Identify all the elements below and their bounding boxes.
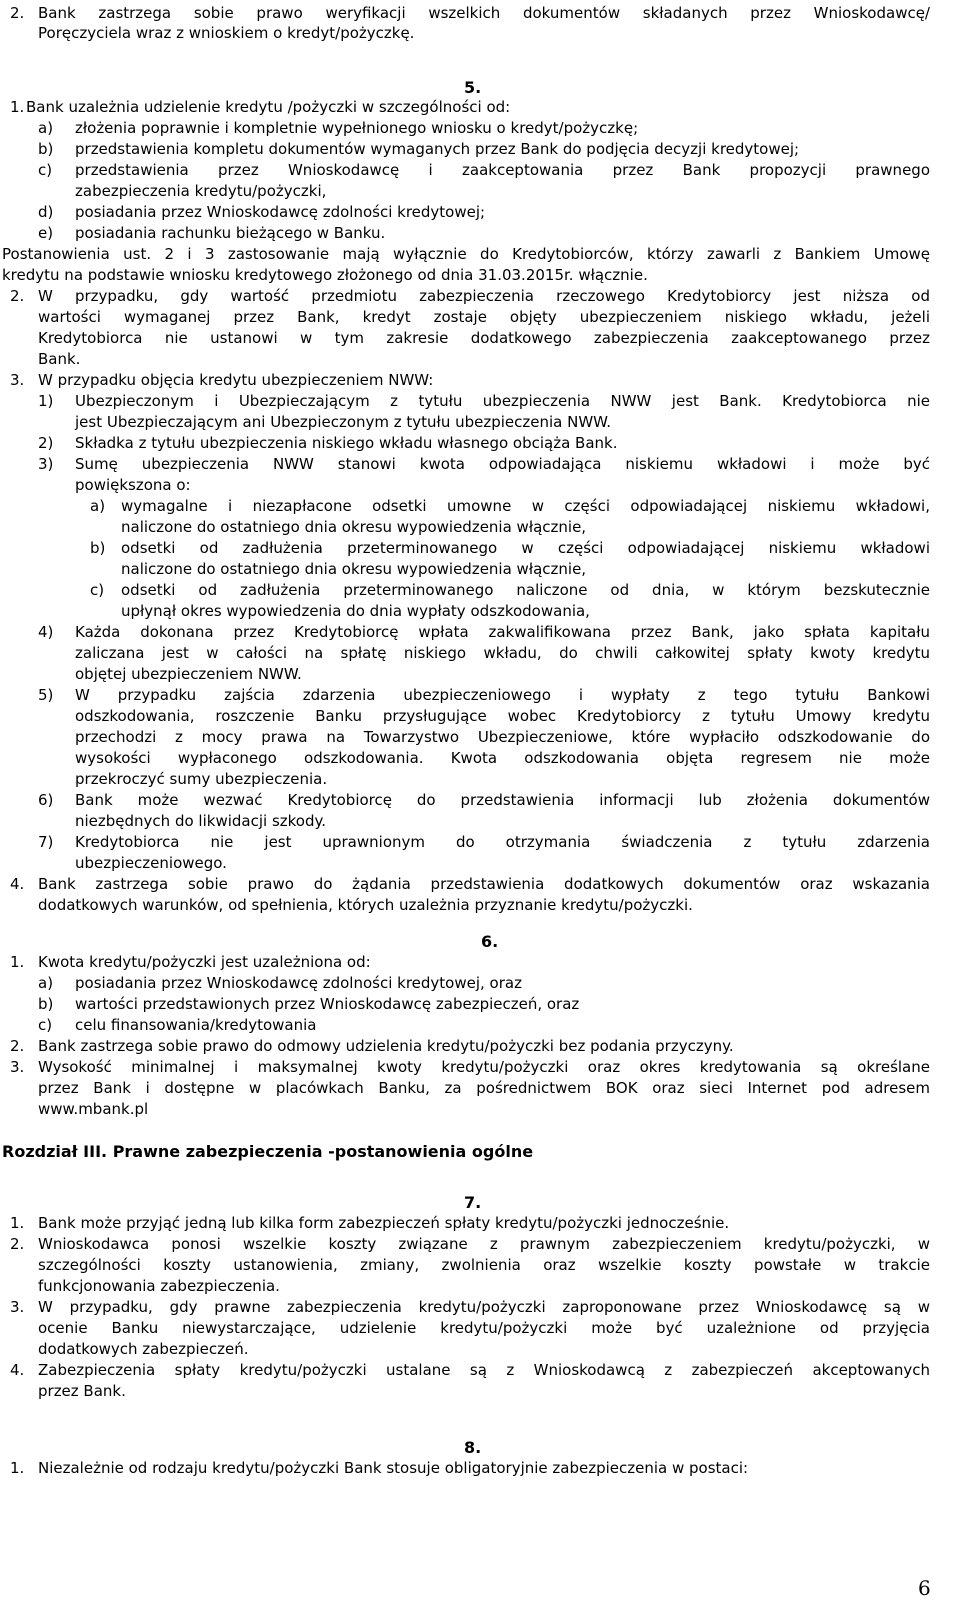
paragraph-line: Bank zastrzega sobie prawo do żądania przedstawienia dodatkowych dokumentów oraz wskazania (38, 875, 930, 893)
list-label: b) (38, 995, 54, 1013)
list-label: 5) (38, 686, 54, 704)
section-heading-5: 5. (464, 78, 482, 97)
list-item: odsetki od zadłużenia przeterminowanego w części odpowiadającej niskiemu wkładowi (121, 539, 930, 557)
list-item: Sumę ubezpieczenia NWW stanowi kwota odpowiadająca niskiemu wkładowi i może być (75, 455, 930, 473)
paragraph-line: W przypadku, gdy wartość przedmiotu zabezpieczenia rzeczowego Kredytobiorcy jest niższa od (38, 287, 930, 305)
list-item: objętej ubezpieczeniem NWW. (75, 665, 302, 683)
paragraph-line: wartości wymaganej przez Bank, kredyt zostaje objęty ubezpieczeniem niskiego wkładu, jeżeli (38, 308, 930, 326)
paragraph-line: kredytu na podstawie wniosku kredytowego złożonego od dnia 31.03.2015r. włącznie. (2, 266, 648, 284)
list-label: e) (38, 224, 54, 242)
item-number: 4. (10, 875, 25, 893)
list-item: posiadania przez Wnioskodawcę zdolności kredytowej, oraz (75, 974, 522, 992)
list-item: odsetki od zadłużenia przeterminowanego naliczone od dnia, w którym bezskutecznie (121, 581, 930, 599)
item-number: 1. (10, 953, 25, 971)
list-item: Składka z tytułu ubezpieczenia niskiego wkładu własnego obciąża Bank. (75, 434, 618, 452)
item-number: 1. (10, 98, 25, 116)
list-item: upłynął okres wypowiedzenia do dnia wypłaty odszkodowania, (121, 602, 590, 620)
list-label: b) (90, 539, 106, 557)
paragraph-line: Bank zastrzega sobie prawo weryfikacji wszelkich dokumentów składanych przez Wnioskodawcę/ (38, 4, 930, 22)
list-label: a) (38, 974, 54, 992)
list-item: posiadania rachunku bieżącego w Banku. (75, 224, 386, 242)
list-label: 4) (38, 623, 54, 641)
list-label: c) (90, 581, 105, 599)
paragraph-line: Wnioskodawca ponosi wszelkie koszty związane z prawnym zabezpieczeniem kredytu/pożyczki, w (38, 1235, 930, 1253)
list-item: powiększona o: (75, 476, 191, 494)
item-number: 4. (10, 1361, 25, 1379)
paragraph-line: Zabezpieczenia spłaty kredytu/pożyczki ustalane są z Wnioskodawcą z zabezpieczeń akceptowanych (38, 1361, 930, 1379)
section-heading-6: 6. (481, 932, 499, 951)
list-label: 1) (38, 392, 54, 410)
paragraph-line: Kwota kredytu/pożyczki jest uzależniona od: (38, 953, 371, 971)
list-label: a) (38, 119, 54, 137)
item-number: 2. (10, 287, 25, 305)
list-label: b) (38, 140, 54, 158)
list-item: jest Ubezpieczającym ani Ubezpieczonym z tytułu ubezpieczenia NWW. (75, 413, 612, 431)
list-label: 2) (38, 434, 54, 452)
list-label: 6) (38, 791, 54, 809)
paragraph-line: przez Bank. (38, 1382, 126, 1400)
paragraph-line: funkcjonowania zabezpieczenia. (38, 1277, 280, 1295)
item-number: 3. (10, 371, 25, 389)
paragraph-line: Bank. (38, 350, 81, 368)
item-number: 2. (10, 1235, 25, 1253)
list-label: 7) (38, 833, 54, 851)
list-item: naliczone do ostatniego dnia okresu wypowiedzenia włącznie, (121, 518, 587, 536)
item-number: 1. (10, 1459, 25, 1477)
list-item: wartości przedstawionych przez Wnioskodawcę zabezpieczeń, oraz (75, 995, 580, 1013)
chapter-heading: Rozdział III. Prawne zabezpieczenia -postanowienia ogólne (2, 1142, 534, 1161)
item-number: 3. (10, 1298, 25, 1316)
paragraph-line: przez Bank i dostępne w placówkach Banku, za pośrednictwem BOK oraz sieci Internet pod adresem (38, 1079, 930, 1097)
paragraph-line: W przypadku objęcia kredytu ubezpieczeniem NWW: (38, 371, 434, 389)
list-item: przedstawienia kompletu dokumentów wymaganych przez Bank do podjęcia decyzji kredytowej; (75, 140, 800, 158)
paragraph-line: Postanowienia ust. 2 i 3 zastosowanie mają wyłącznie do Kredytobiorców, którzy zawarli z Bankiem Umowę (2, 245, 930, 263)
list-item: ubezpieczeniowego. (75, 854, 227, 872)
paragraph-line: dodatkowych warunków, od spełnienia, których uzależnia przyznanie kredytu/pożyczki. (38, 896, 693, 914)
item-number: 2. (10, 1037, 25, 1055)
list-label: 3) (38, 455, 54, 473)
list-label: a) (90, 497, 106, 515)
paragraph-line: Kredytobiorca nie ustanowi w tym zakresie dodatkowego zabezpieczenia zaakceptowanego przez (38, 329, 930, 347)
list-item: Każda dokonana przez Kredytobiorcę wpłata zakwalifikowana przez Bank, jako spłata kapitału (75, 623, 930, 641)
list-item: celu finansowania/kredytowania (75, 1016, 317, 1034)
paragraph-line: Bank może przyjąć jedną lub kilka form zabezpieczeń spłaty kredytu/pożyczki jednocześnie. (38, 1214, 730, 1232)
item-number: 3. (10, 1058, 25, 1076)
list-item: przedstawienia przez Wnioskodawcę i zaakceptowania przez Bank propozycji prawnego (75, 161, 930, 179)
list-item: naliczone do ostatniego dnia okresu wypowiedzenia włącznie, (121, 560, 587, 578)
list-label: d) (38, 203, 54, 221)
list-item: złożenia poprawnie i kompletnie wypełnionego wniosku o kredyt/pożyczkę; (75, 119, 639, 137)
paragraph-line: www.mbank.pl (38, 1100, 149, 1118)
paragraph-line: Niezależnie od rodzaju kredytu/pożyczki Bank stosuje obligatoryjnie zabezpieczenia w postaci: (38, 1459, 749, 1477)
item-number: 2. (10, 4, 25, 22)
list-item: przekroczyć sumy ubezpieczenia. (75, 770, 328, 788)
list-item: niezbędnych do likwidacji szkody. (75, 812, 326, 830)
paragraph-line: dodatkowych zabezpieczeń. (38, 1340, 249, 1358)
section-heading-8: 8. (464, 1438, 482, 1457)
paragraph-line: Bank uzależnia udzielenie kredytu /pożyczki w szczególności od: (26, 98, 511, 116)
list-label: c) (38, 1016, 53, 1034)
list-item: W przypadku zajścia zdarzenia ubezpieczeniowego i wypłaty z tego tytułu Bankowi (75, 686, 930, 704)
list-item: Kredytobiorca nie jest uprawnionym do otrzymania świadczenia z tytułu zdarzenia (75, 833, 930, 851)
list-item: wysokości wypłaconego odszkodowania. Kwota odszkodowania objęta regresem nie może (75, 749, 930, 767)
list-label: c) (38, 161, 53, 179)
item-number: 1. (10, 1214, 25, 1232)
list-item: posiadania przez Wnioskodawcę zdolności kredytowej; (75, 203, 486, 221)
list-item: odszkodowania, roszczenie Banku przysługujące wobec Kredytobiorcy z tytułu Umowy kredytu (75, 707, 930, 725)
page-number: 6 (918, 1576, 931, 1600)
paragraph-line: Wysokość minimalnej i maksymalnej kwoty kredytu/pożyczki oraz okres kredytowania są określane (38, 1058, 930, 1076)
paragraph-line: szczególności koszty ustanowienia, zmiany, zwolnienia oraz wszelkie koszty powstałe w trakcie (38, 1256, 930, 1274)
paragraph-line: Bank zastrzega sobie prawo do odmowy udzielenia kredytu/pożyczki bez podania przyczyny. (38, 1037, 734, 1055)
list-item: Ubezpieczonym i Ubezpieczającym z tytułu ubezpieczenia NWW jest Bank. Kredytobiorca nie (75, 392, 930, 410)
list-item: Bank może wezwać Kredytobiorcę do przedstawienia informacji lub złożenia dokumentów (75, 791, 930, 809)
paragraph-line: ocenie Banku niewystarczające, udzielenie kredytu/pożyczki może być uzależnione od przyjęcia (38, 1319, 930, 1337)
section-heading-7: 7. (464, 1193, 482, 1212)
paragraph-line: W przypadku, gdy prawne zabezpieczenia kredytu/pożyczki zaproponowane przez Wnioskodawcę są w (38, 1298, 930, 1316)
list-item: wymagalne i niezapłacone odsetki umowne w części odpowiadającej niskiemu wkładowi, (121, 497, 930, 515)
list-item: zabezpieczenia kredytu/pożyczki, (75, 182, 327, 200)
paragraph-line: Poręczyciela wraz z wnioskiem o kredyt/pożyczkę. (38, 24, 415, 42)
list-item: zaliczana jest w całości na spłatę niskiego wkładu, do chwili całkowitej spłaty kwoty kredytu (75, 644, 930, 662)
list-item: przechodzi z mocy prawa na Towarzystwo Ubezpieczeniowe, które wypłaciło odszkodowanie do (75, 728, 930, 746)
